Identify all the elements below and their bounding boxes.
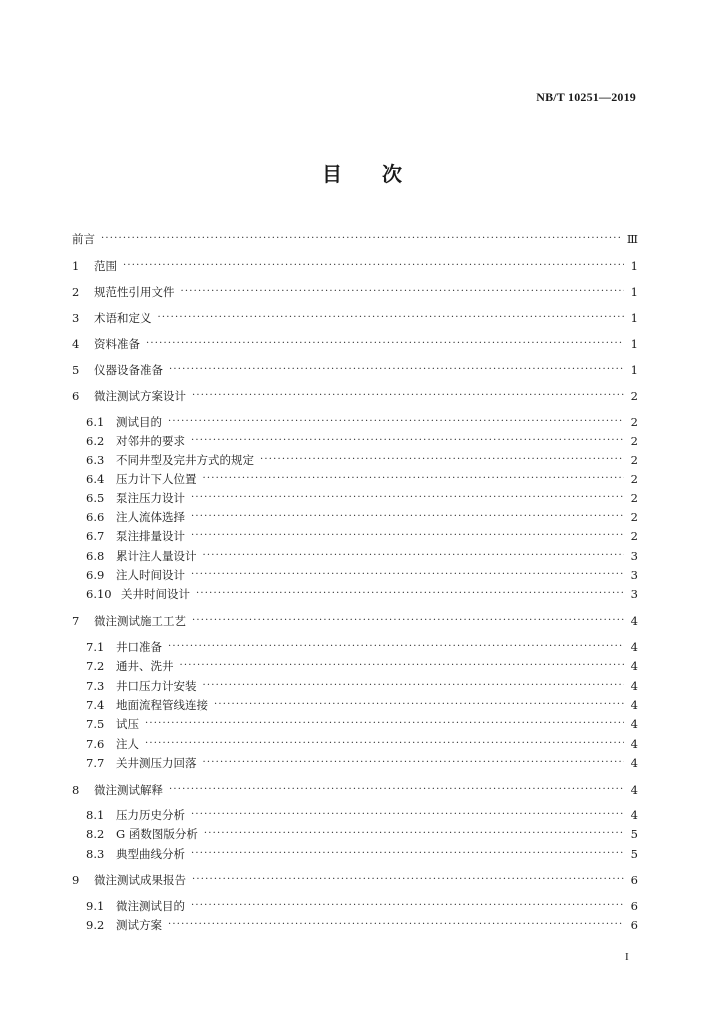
toc-number: 7.4 <box>86 698 105 712</box>
toc-number: 6.4 <box>86 472 105 486</box>
title-char-left: 目 <box>322 162 342 186</box>
toc-label: 前言 <box>72 232 95 246</box>
dot-leader <box>191 433 624 449</box>
toc-page: 2 <box>630 510 638 524</box>
toc-label: 典型曲线分析 <box>116 847 185 861</box>
dot-leader <box>260 452 624 468</box>
toc-number: 5 <box>72 363 80 377</box>
dot-leader <box>191 509 624 525</box>
toc-entry[interactable] <box>86 414 638 430</box>
toc-number: 9 <box>72 873 80 887</box>
toc-entry[interactable] <box>86 755 638 771</box>
toc-label: G 函数图版分析 <box>116 827 198 841</box>
dot-leader <box>158 310 625 326</box>
toc-entry[interactable] <box>72 231 638 247</box>
toc-page: Ⅲ <box>626 232 638 246</box>
page-number: I <box>625 951 629 963</box>
toc-page: 4 <box>630 659 638 673</box>
toc-number: 3 <box>72 311 80 325</box>
toc-entry[interactable] <box>86 716 638 732</box>
toc-label: 仪器设备准备 <box>94 363 163 377</box>
toc-entry[interactable] <box>86 490 638 506</box>
toc-number: 6.7 <box>86 529 105 543</box>
toc-label: 微注测试施工工艺 <box>94 614 186 628</box>
toc-number: 7.3 <box>86 679 105 693</box>
toc-number: 9.1 <box>86 899 105 913</box>
dot-leader <box>196 586 624 602</box>
dot-leader <box>180 658 625 674</box>
toc-label: 试压 <box>116 717 139 731</box>
toc-label: 注人时间设计 <box>116 568 185 582</box>
toc-page: 2 <box>630 389 638 403</box>
dot-leader <box>203 471 625 487</box>
toc-label: 井口压力计安装 <box>116 679 197 693</box>
toc-entry[interactable] <box>86 548 638 564</box>
toc-entry[interactable] <box>86 826 638 842</box>
toc-entry[interactable] <box>86 586 638 602</box>
toc-number: 7.7 <box>86 756 105 770</box>
toc-entry[interactable] <box>86 509 638 525</box>
toc-number: 8.3 <box>86 847 105 861</box>
toc-entry[interactable] <box>86 433 638 449</box>
toc-page: 4 <box>630 717 638 731</box>
dot-leader <box>146 336 624 352</box>
toc-label: 压力计下人位置 <box>116 472 197 486</box>
dot-leader <box>145 716 624 732</box>
toc-page: 2 <box>630 472 638 486</box>
toc-label: 微注测试方案设计 <box>94 389 186 403</box>
toc-entry[interactable] <box>72 362 638 378</box>
toc-number: 6.6 <box>86 510 105 524</box>
toc-number: 6.9 <box>86 568 105 582</box>
toc-number: 1 <box>72 259 80 273</box>
toc-page: 4 <box>630 808 638 822</box>
dot-leader <box>191 567 624 583</box>
toc-page: 3 <box>630 587 638 601</box>
toc-number: 6 <box>72 389 80 403</box>
dot-leader <box>191 490 624 506</box>
toc-label: 资料准备 <box>94 337 140 351</box>
dot-leader <box>192 872 624 888</box>
toc-label: 微注测试目的 <box>116 899 185 913</box>
toc-entry[interactable] <box>86 917 638 933</box>
dot-leader <box>191 807 624 823</box>
toc-label: 注人流体选择 <box>116 510 185 524</box>
toc-number: 4 <box>72 337 80 351</box>
toc-page: 2 <box>630 434 638 448</box>
toc-label: 压力历史分析 <box>116 808 185 822</box>
title-char-right: 次 <box>382 162 402 186</box>
dot-leader <box>123 258 624 274</box>
toc-entry[interactable] <box>72 782 638 798</box>
toc-page: 2 <box>630 529 638 543</box>
toc-label: 关井测压力回落 <box>116 756 197 770</box>
toc-entry[interactable] <box>86 898 638 914</box>
toc-entry[interactable] <box>86 452 638 468</box>
toc-label: 术语和定义 <box>94 311 152 325</box>
dot-leader <box>169 362 624 378</box>
toc-number: 8.2 <box>86 827 105 841</box>
toc-page: 5 <box>630 827 638 841</box>
toc-page: 4 <box>630 737 638 751</box>
toc-page: 1 <box>630 337 638 351</box>
toc-entry[interactable] <box>72 284 638 300</box>
toc-label: 地面流程管线连接 <box>116 698 208 712</box>
toc-page: 4 <box>630 614 638 628</box>
dot-leader <box>203 548 625 564</box>
toc-entry[interactable] <box>72 388 638 404</box>
toc-label: 微注测试解释 <box>94 783 163 797</box>
toc-entry[interactable] <box>72 613 638 629</box>
toc-entry[interactable] <box>86 567 638 583</box>
dot-leader <box>101 231 621 247</box>
toc-page: 4 <box>630 679 638 693</box>
toc-number: 6.10 <box>86 587 112 601</box>
toc-label: 累计注人量设计 <box>116 549 197 563</box>
toc-number: 8 <box>72 783 80 797</box>
toc-number: 7.1 <box>86 640 105 654</box>
toc-number: 7.2 <box>86 659 105 673</box>
toc-label: 测试方案 <box>116 918 162 932</box>
toc-entry[interactable] <box>86 471 638 487</box>
dot-leader <box>169 782 624 798</box>
toc-page: 3 <box>630 549 638 563</box>
toc-number: 2 <box>72 285 80 299</box>
toc-page: 4 <box>630 640 638 654</box>
toc-entry[interactable] <box>86 528 638 544</box>
toc-number: 7.6 <box>86 737 105 751</box>
toc-page: 6 <box>630 873 638 887</box>
toc-number: 9.2 <box>86 918 105 932</box>
toc-label: 泵注压力设计 <box>116 491 185 505</box>
dot-leader <box>191 898 624 914</box>
toc-page: 2 <box>630 491 638 505</box>
toc-page: 3 <box>630 568 638 582</box>
toc-number: 6.8 <box>86 549 105 563</box>
toc-number: 6.1 <box>86 415 105 429</box>
toc-label: 通井、洗井 <box>116 659 174 673</box>
dot-leader <box>192 388 624 404</box>
dot-leader <box>181 284 625 300</box>
toc-entry[interactable] <box>72 336 638 352</box>
toc-label: 关井时间设计 <box>121 587 190 601</box>
dot-leader <box>168 414 624 430</box>
toc-page: 4 <box>630 756 638 770</box>
toc-page: 4 <box>630 698 638 712</box>
toc-label: 不同井型及完井方式的规定 <box>116 453 254 467</box>
dot-leader <box>191 846 624 862</box>
toc-page: 5 <box>630 847 638 861</box>
toc-page: 2 <box>630 453 638 467</box>
toc-number: 7 <box>72 614 80 628</box>
standard-code: NB/T 10251—2019 <box>536 90 636 104</box>
toc-entry[interactable] <box>72 872 638 888</box>
toc-number: 7.5 <box>86 717 105 731</box>
toc-label: 规范性引用文件 <box>94 285 175 299</box>
toc-page: 2 <box>630 415 638 429</box>
dot-leader <box>145 736 624 752</box>
dot-leader <box>191 528 624 544</box>
toc-entry[interactable] <box>86 639 638 655</box>
toc-page: 6 <box>630 918 638 932</box>
toc-entry[interactable] <box>86 807 638 823</box>
dot-leader <box>203 678 625 694</box>
toc-entry[interactable] <box>86 678 638 694</box>
toc-label: 井口准备 <box>116 640 162 654</box>
toc-page: 6 <box>630 899 638 913</box>
toc-label: 范围 <box>94 259 117 273</box>
toc-label: 泵注排量设计 <box>116 529 185 543</box>
toc-label: 对邻井的要求 <box>116 434 185 448</box>
toc-page: 1 <box>630 285 638 299</box>
toc-label: 微注测试成果报告 <box>94 873 186 887</box>
toc-label: 注人 <box>116 737 139 751</box>
toc-number: 8.1 <box>86 808 105 822</box>
toc-number: 6.3 <box>86 453 105 467</box>
toc-entry[interactable] <box>72 310 638 326</box>
toc-number: 6.5 <box>86 491 105 505</box>
toc-entry[interactable] <box>86 846 638 862</box>
toc-entry[interactable] <box>86 736 638 752</box>
dot-leader <box>214 697 624 713</box>
dot-leader <box>204 826 624 842</box>
toc-entry[interactable] <box>86 658 638 674</box>
dot-leader <box>203 755 625 771</box>
toc-page: 1 <box>630 259 638 273</box>
toc-entry[interactable] <box>86 697 638 713</box>
toc-page: 4 <box>630 783 638 797</box>
toc-page: 1 <box>630 311 638 325</box>
page-title <box>0 158 724 187</box>
toc-label: 测试目的 <box>116 415 162 429</box>
dot-leader <box>168 917 624 933</box>
dot-leader <box>192 613 624 629</box>
toc-page: 1 <box>630 363 638 377</box>
toc-number: 6.2 <box>86 434 105 448</box>
toc-entry[interactable] <box>72 258 638 274</box>
dot-leader <box>168 639 624 655</box>
